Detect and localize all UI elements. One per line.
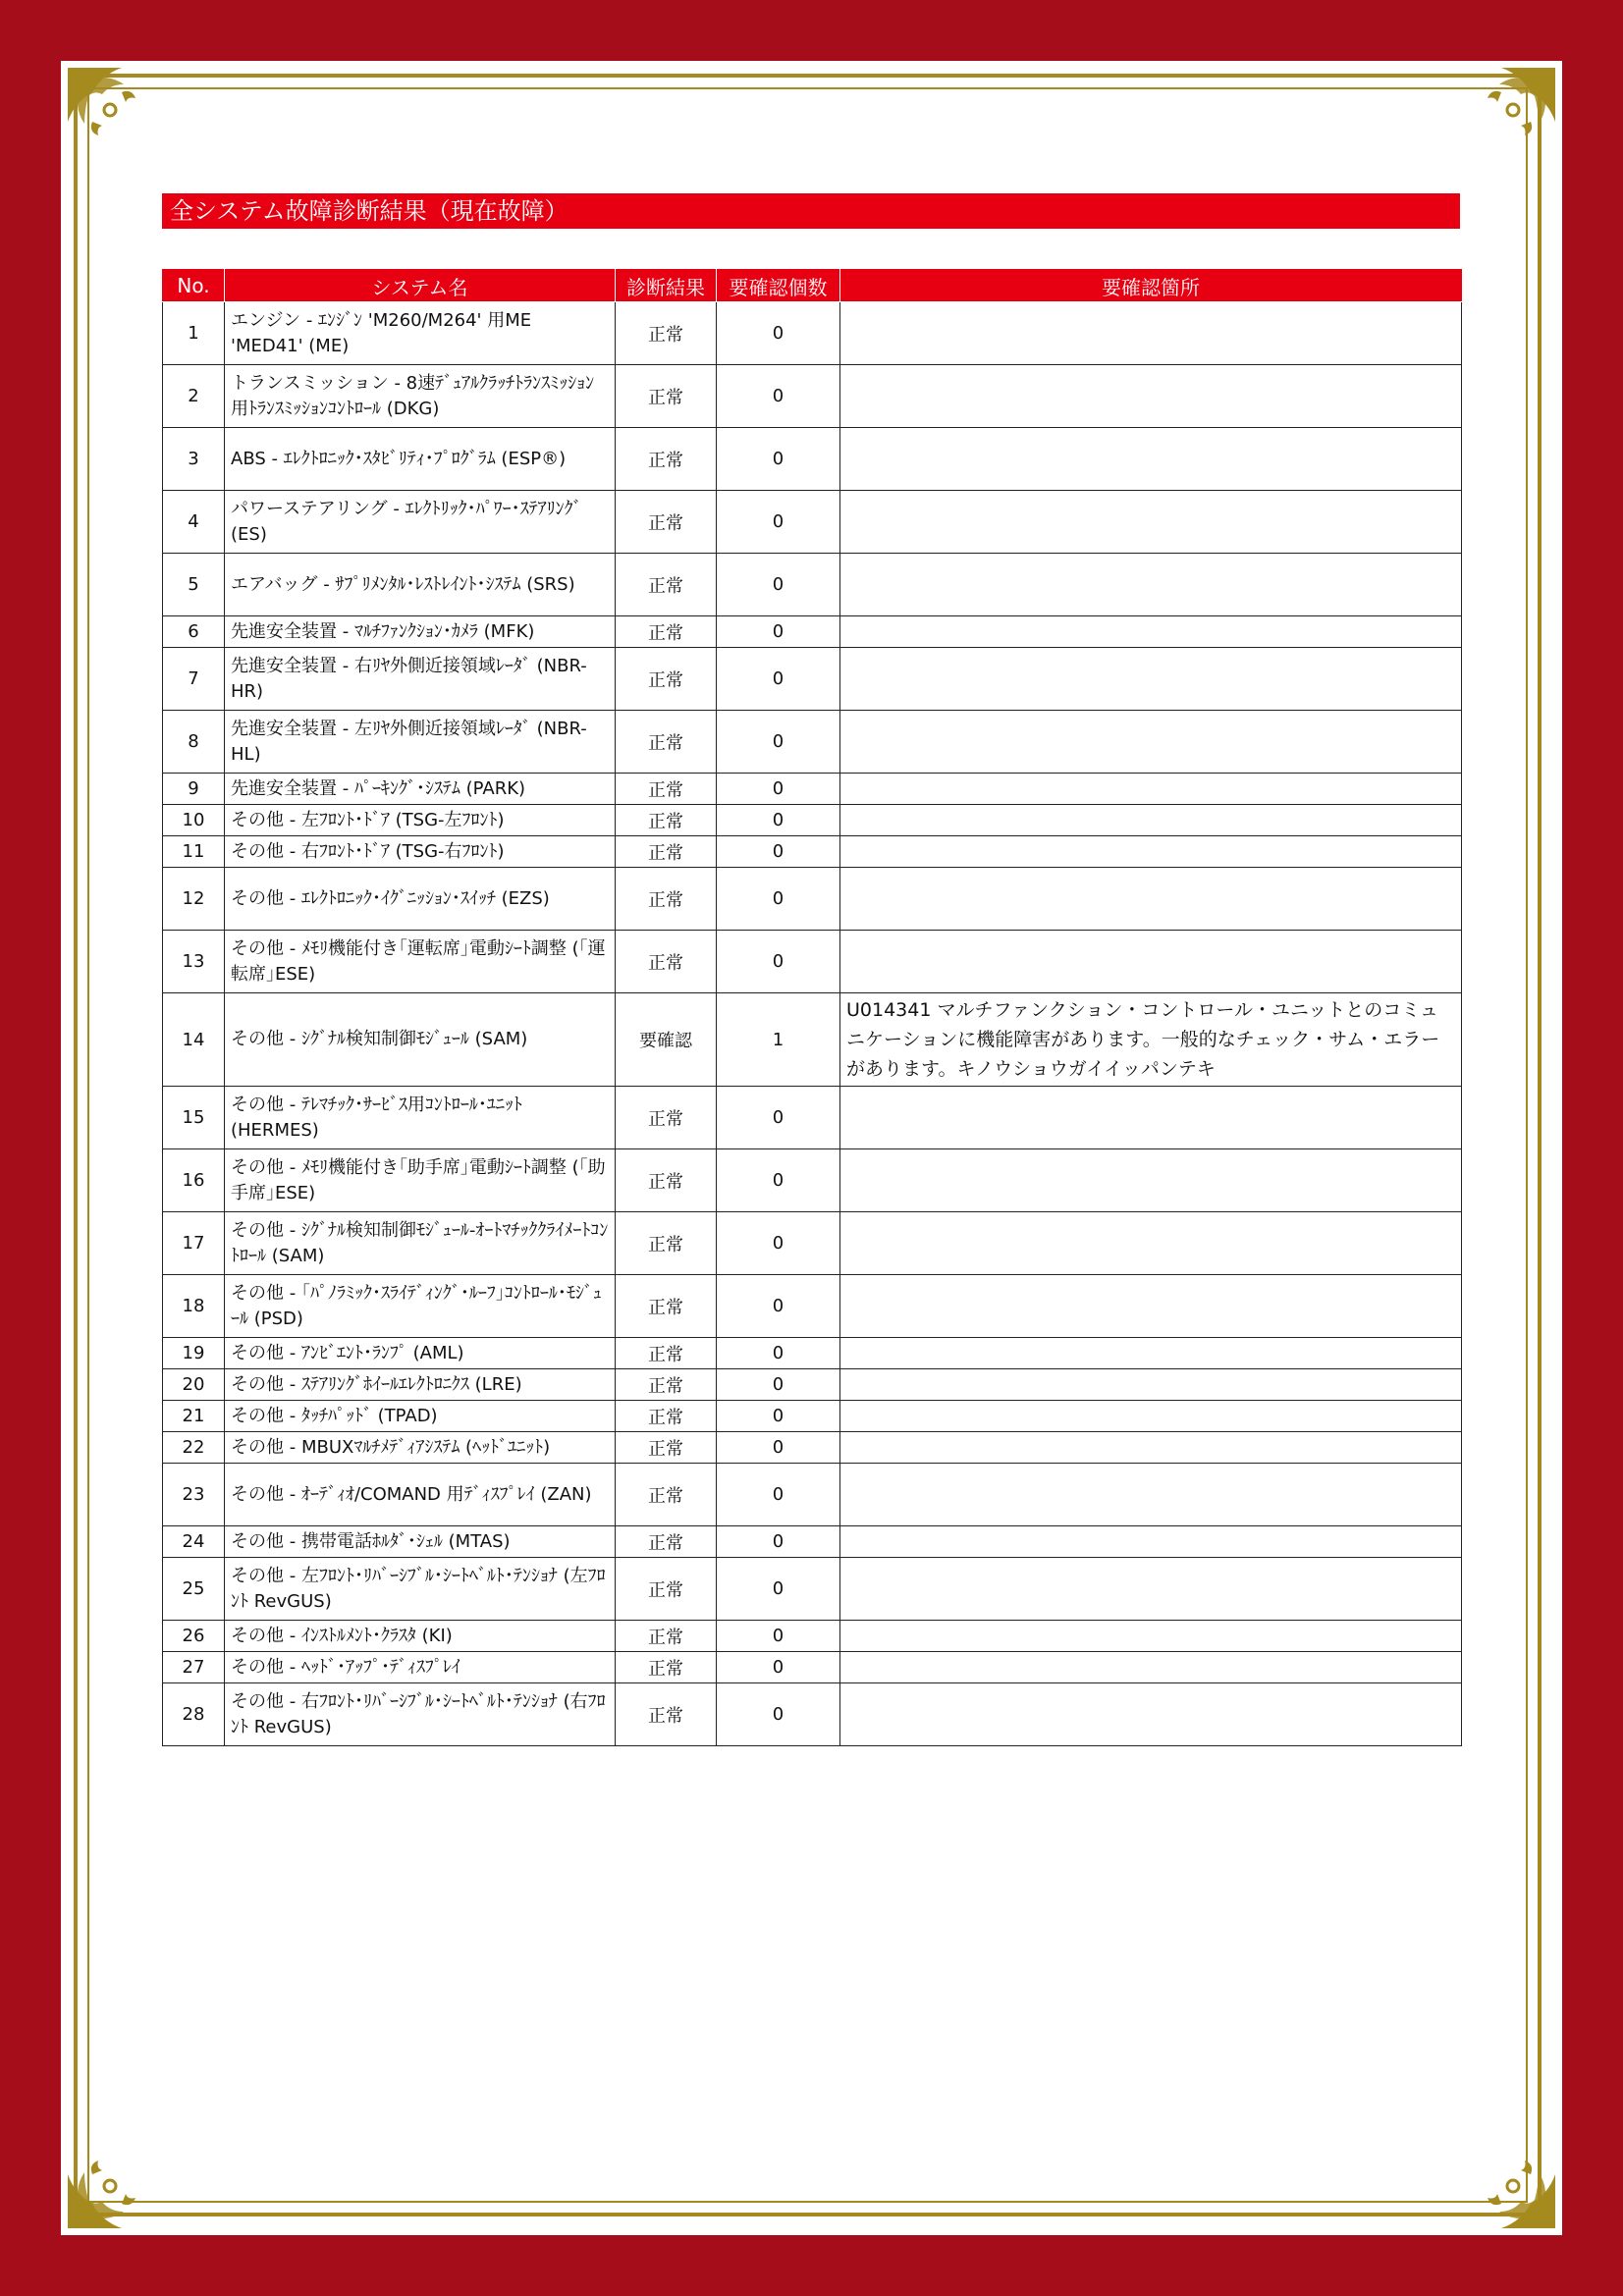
check-location xyxy=(840,1275,1462,1338)
row-number: 23 xyxy=(163,1464,225,1526)
diagnosis-result: 正常 xyxy=(616,1087,717,1149)
check-count: 0 xyxy=(717,1652,840,1683)
diagnosis-result: 正常 xyxy=(616,554,717,616)
row-number: 25 xyxy=(163,1558,225,1621)
table-row xyxy=(163,1432,1462,1464)
table-row xyxy=(163,1369,1462,1401)
system-name: その他 - ｲﾝｽﾄﾙﾒﾝﾄ･ｸﾗｽﾀ (KI) xyxy=(225,1621,616,1652)
check-location xyxy=(840,805,1462,836)
diagnosis-result: 正常 xyxy=(616,648,717,711)
system-name: パワーステアリング - ｴﾚｸﾄﾘｯｸ･ﾊﾟﾜｰ･ｽﾃｱﾘﾝｸﾞ (ES) xyxy=(225,491,616,554)
check-count: 0 xyxy=(717,1683,840,1746)
system-name: その他 - 左ﾌﾛﾝﾄ･ﾄﾞｱ (TSG-左ﾌﾛﾝﾄ) xyxy=(225,805,616,836)
row-number: 5 xyxy=(163,554,225,616)
check-location xyxy=(840,836,1462,868)
check-count: 0 xyxy=(717,1338,840,1369)
system-name: 先進安全装置 - 左ﾘﾔ外側近接領域ﾚｰﾀﾞ (NBR-HL) xyxy=(225,711,616,774)
section-title: 全システム故障診断結果（現在故障） xyxy=(162,193,1460,229)
table-row xyxy=(163,1212,1462,1275)
diagnosis-result: 正常 xyxy=(616,1558,717,1621)
check-count: 0 xyxy=(717,1212,840,1275)
check-count: 0 xyxy=(717,1526,840,1558)
check-count: 0 xyxy=(717,931,840,993)
diagnosis-result: 正常 xyxy=(616,711,717,774)
check-count: 0 xyxy=(717,1275,840,1338)
check-location xyxy=(840,1401,1462,1432)
table-row xyxy=(163,428,1462,491)
column-header-system-name: システム名 xyxy=(225,270,616,302)
column-header-location: 要確認箇所 xyxy=(840,270,1462,302)
table-row xyxy=(163,1526,1462,1558)
check-count: 0 xyxy=(717,868,840,931)
system-name: その他 - ｼｸﾞﾅﾙ検知制御ﾓｼﾞｭｰﾙ (SAM) xyxy=(225,993,616,1087)
system-name: その他 - ﾀｯﾁﾊﾟｯﾄﾞ (TPAD) xyxy=(225,1401,616,1432)
check-count: 0 xyxy=(717,428,840,491)
system-name: エアバッグ - ｻﾌﾟﾘﾒﾝﾀﾙ･ﾚｽﾄﾚｲﾝﾄ･ｼｽﾃﾑ (SRS) xyxy=(225,554,616,616)
system-name: その他 - ﾍｯﾄﾞ･ｱｯﾌﾟ･ﾃﾞｨｽﾌﾟﾚｲ xyxy=(225,1652,616,1683)
check-location xyxy=(840,1369,1462,1401)
check-location xyxy=(840,868,1462,931)
diagnosis-result: 正常 xyxy=(616,805,717,836)
check-location xyxy=(840,1432,1462,1464)
check-count: 0 xyxy=(717,1149,840,1212)
table-row xyxy=(163,1621,1462,1652)
system-name: その他 - ｢ﾊﾟﾉﾗﾐｯｸ･ｽﾗｲﾃﾞｨﾝｸﾞ･ﾙｰﾌ｣ｺﾝﾄﾛｰﾙ･ﾓｼﾞｭｰﾙ (PSD) xyxy=(225,1275,616,1338)
diagnosis-result: 正常 xyxy=(616,302,717,365)
column-header-count: 要確認個数 xyxy=(717,270,840,302)
check-location xyxy=(840,1683,1462,1746)
system-name: その他 - ｽﾃｱﾘﾝｸﾞﾎｲｰﾙｴﾚｸﾄﾛﾆｸｽ (LRE) xyxy=(225,1369,616,1401)
check-count: 0 xyxy=(717,1432,840,1464)
diagnosis-result: 正常 xyxy=(616,365,717,428)
table-row xyxy=(163,616,1462,648)
check-location xyxy=(840,648,1462,711)
check-location xyxy=(840,931,1462,993)
row-number: 17 xyxy=(163,1212,225,1275)
table-row xyxy=(163,365,1462,428)
check-count: 0 xyxy=(717,491,840,554)
row-number: 13 xyxy=(163,931,225,993)
row-number: 16 xyxy=(163,1149,225,1212)
check-count: 0 xyxy=(717,365,840,428)
check-location xyxy=(840,616,1462,648)
system-name: その他 - 携帯電話ﾎﾙﾀﾞ･ｼｪﾙ (MTAS) xyxy=(225,1526,616,1558)
diagnosis-result: 正常 xyxy=(616,1683,717,1746)
row-number: 18 xyxy=(163,1275,225,1338)
check-count: 0 xyxy=(717,302,840,365)
diagnosis-result: 正常 xyxy=(616,1149,717,1212)
check-location xyxy=(840,365,1462,428)
row-number: 22 xyxy=(163,1432,225,1464)
corner-ornament-icon xyxy=(1462,2135,1560,2233)
check-location xyxy=(840,1558,1462,1621)
diagnosis-table xyxy=(162,269,1462,1746)
system-name: その他 - ﾒﾓﾘ機能付き｢助手席｣電動ｼｰﾄ調整 (｢助手席｣ESE) xyxy=(225,1149,616,1212)
table-row xyxy=(163,836,1462,868)
row-number: 3 xyxy=(163,428,225,491)
table-row xyxy=(163,491,1462,554)
check-count: 1 xyxy=(717,993,840,1087)
diagnosis-result: 正常 xyxy=(616,1275,717,1338)
check-location xyxy=(840,1526,1462,1558)
table-header-row xyxy=(163,270,1462,302)
row-number: 11 xyxy=(163,836,225,868)
system-name: その他 - ﾃﾚﾏﾁｯｸ･ｻｰﾋﾞｽ用ｺﾝﾄﾛｰﾙ･ﾕﾆｯﾄ (HERMES) xyxy=(225,1087,616,1149)
check-count: 0 xyxy=(717,1464,840,1526)
table-row xyxy=(163,711,1462,774)
table-row xyxy=(163,1275,1462,1338)
check-count: 0 xyxy=(717,1621,840,1652)
check-count: 0 xyxy=(717,1087,840,1149)
table-row xyxy=(163,1683,1462,1746)
diagnosis-result: 正常 xyxy=(616,931,717,993)
check-location xyxy=(840,554,1462,616)
column-header-no: No. xyxy=(163,270,225,302)
check-location xyxy=(840,1149,1462,1212)
row-number: 15 xyxy=(163,1087,225,1149)
corner-ornament-icon xyxy=(63,2135,161,2233)
check-count: 0 xyxy=(717,836,840,868)
system-name: その他 - ｵｰﾃﾞｨｵ/COMAND 用ﾃﾞｨｽﾌﾟﾚｲ (ZAN) xyxy=(225,1464,616,1526)
system-name: ABS - ｴﾚｸﾄﾛﾆｯｸ･ｽﾀﾋﾞﾘﾃｨ･ﾌﾟﾛｸﾞﾗﾑ (ESP®) xyxy=(225,428,616,491)
check-count: 0 xyxy=(717,554,840,616)
row-number: 19 xyxy=(163,1338,225,1369)
table-row xyxy=(163,554,1462,616)
table-row xyxy=(163,805,1462,836)
diagnosis-result: 正常 xyxy=(616,616,717,648)
check-location: U014341 マルチファンクション・コントロール・ユニットとのコミュニケーションに機能障害があります。一般的なチェック・サム・エラーがあります。キノウショウガイイッパンテキ xyxy=(840,993,1462,1087)
column-header-result: 診断結果 xyxy=(616,270,717,302)
table-row xyxy=(163,1338,1462,1369)
row-number: 26 xyxy=(163,1621,225,1652)
diagnosis-result: 正常 xyxy=(616,1369,717,1401)
diagnosis-result: 正常 xyxy=(616,1526,717,1558)
check-location xyxy=(840,1652,1462,1683)
check-location xyxy=(840,491,1462,554)
system-name: 先進安全装置 - ﾊﾟｰｷﾝｸﾞ･ｼｽﾃﾑ (PARK) xyxy=(225,774,616,805)
check-location xyxy=(840,1087,1462,1149)
row-number: 8 xyxy=(163,711,225,774)
diagnosis-result: 正常 xyxy=(616,1212,717,1275)
row-number: 10 xyxy=(163,805,225,836)
row-number: 2 xyxy=(163,365,225,428)
system-name: 先進安全装置 - ﾏﾙﾁﾌｧﾝｸｼｮﾝ･ｶﾒﾗ (MFK) xyxy=(225,616,616,648)
row-number: 21 xyxy=(163,1401,225,1432)
table-row xyxy=(163,1087,1462,1149)
row-number: 14 xyxy=(163,993,225,1087)
table-row xyxy=(163,1464,1462,1526)
row-number: 24 xyxy=(163,1526,225,1558)
row-number: 12 xyxy=(163,868,225,931)
check-count: 0 xyxy=(717,711,840,774)
system-name: その他 - ｱﾝﾋﾞｴﾝﾄ･ﾗﾝﾌﾟ (AML) xyxy=(225,1338,616,1369)
system-name: その他 - MBUXﾏﾙﾁﾒﾃﾞｨｱｼｽﾃﾑ (ﾍｯﾄﾞﾕﾆｯﾄ) xyxy=(225,1432,616,1464)
diagnosis-result: 正常 xyxy=(616,1432,717,1464)
check-location xyxy=(840,428,1462,491)
check-count: 0 xyxy=(717,1401,840,1432)
diagnosis-result: 正常 xyxy=(616,1401,717,1432)
table-row xyxy=(163,1401,1462,1432)
check-location xyxy=(840,1338,1462,1369)
diagnosis-result: 正常 xyxy=(616,491,717,554)
diagnosis-result: 正常 xyxy=(616,774,717,805)
check-count: 0 xyxy=(717,616,840,648)
diagnosis-result: 正常 xyxy=(616,836,717,868)
check-count: 0 xyxy=(717,648,840,711)
table-row xyxy=(163,1149,1462,1212)
row-number: 7 xyxy=(163,648,225,711)
system-name: エンジン - ｴﾝｼﾞﾝ 'M260/M264' 用ME 'MED41' (ME) xyxy=(225,302,616,365)
row-number: 20 xyxy=(163,1369,225,1401)
system-name: その他 - ｴﾚｸﾄﾛﾆｯｸ･ｲｸﾞﾆｯｼｮﾝ･ｽｲｯﾁ (EZS) xyxy=(225,868,616,931)
table-row xyxy=(163,1652,1462,1683)
corner-ornament-icon xyxy=(1462,63,1560,161)
check-location xyxy=(840,1621,1462,1652)
row-number: 27 xyxy=(163,1652,225,1683)
table-row xyxy=(163,774,1462,805)
check-count: 0 xyxy=(717,1369,840,1401)
system-name: その他 - ｼｸﾞﾅﾙ検知制御ﾓｼﾞｭｰﾙ-ｵｰﾄﾏﾁｯｸｸﾗｲﾒｰﾄｺﾝﾄﾛｰﾙ (SAM) xyxy=(225,1212,616,1275)
table-row xyxy=(163,302,1462,365)
row-number: 9 xyxy=(163,774,225,805)
diagnosis-result: 要確認 xyxy=(616,993,717,1087)
system-name: その他 - 左ﾌﾛﾝﾄ･ﾘﾊﾞｰｼﾌﾞﾙ･ｼｰﾄﾍﾞﾙﾄ･ﾃﾝｼｮﾅ (左ﾌﾛﾝﾄ RevGUS) xyxy=(225,1558,616,1621)
system-name: 先進安全装置 - 右ﾘﾔ外側近接領域ﾚｰﾀﾞ (NBR-HR) xyxy=(225,648,616,711)
check-location xyxy=(840,774,1462,805)
corner-ornament-icon xyxy=(63,63,161,161)
diagnosis-result: 正常 xyxy=(616,1464,717,1526)
table-row xyxy=(163,868,1462,931)
system-name: その他 - 右ﾌﾛﾝﾄ･ﾄﾞｱ (TSG-右ﾌﾛﾝﾄ) xyxy=(225,836,616,868)
check-location xyxy=(840,302,1462,365)
diagnosis-result: 正常 xyxy=(616,1652,717,1683)
check-location xyxy=(840,711,1462,774)
diagnosis-result: 正常 xyxy=(616,1621,717,1652)
check-count: 0 xyxy=(717,774,840,805)
table-row xyxy=(163,931,1462,993)
table-row xyxy=(163,648,1462,711)
check-location xyxy=(840,1464,1462,1526)
check-count: 0 xyxy=(717,1558,840,1621)
row-number: 1 xyxy=(163,302,225,365)
diagnosis-result: 正常 xyxy=(616,1338,717,1369)
diagnosis-result: 正常 xyxy=(616,868,717,931)
check-location xyxy=(840,1212,1462,1275)
row-number: 28 xyxy=(163,1683,225,1746)
system-name: その他 - 右ﾌﾛﾝﾄ･ﾘﾊﾞｰｼﾌﾞﾙ･ｼｰﾄﾍﾞﾙﾄ･ﾃﾝｼｮﾅ (右ﾌﾛﾝﾄ RevGUS) xyxy=(225,1683,616,1746)
check-count: 0 xyxy=(717,805,840,836)
table-row xyxy=(163,1558,1462,1621)
row-number: 4 xyxy=(163,491,225,554)
system-name: トランスミッション - 8速ﾃﾞｭｱﾙｸﾗｯﾁﾄﾗﾝｽﾐｯｼｮﾝ用ﾄﾗﾝｽﾐｯｼｮﾝｺﾝﾄﾛｰﾙ (DKG) xyxy=(225,365,616,428)
row-number: 6 xyxy=(163,616,225,648)
diagnosis-result: 正常 xyxy=(616,428,717,491)
system-name: その他 - ﾒﾓﾘ機能付き｢運転席｣電動ｼｰﾄ調整 (｢運転席｣ESE) xyxy=(225,931,616,993)
table-row xyxy=(163,993,1462,1087)
